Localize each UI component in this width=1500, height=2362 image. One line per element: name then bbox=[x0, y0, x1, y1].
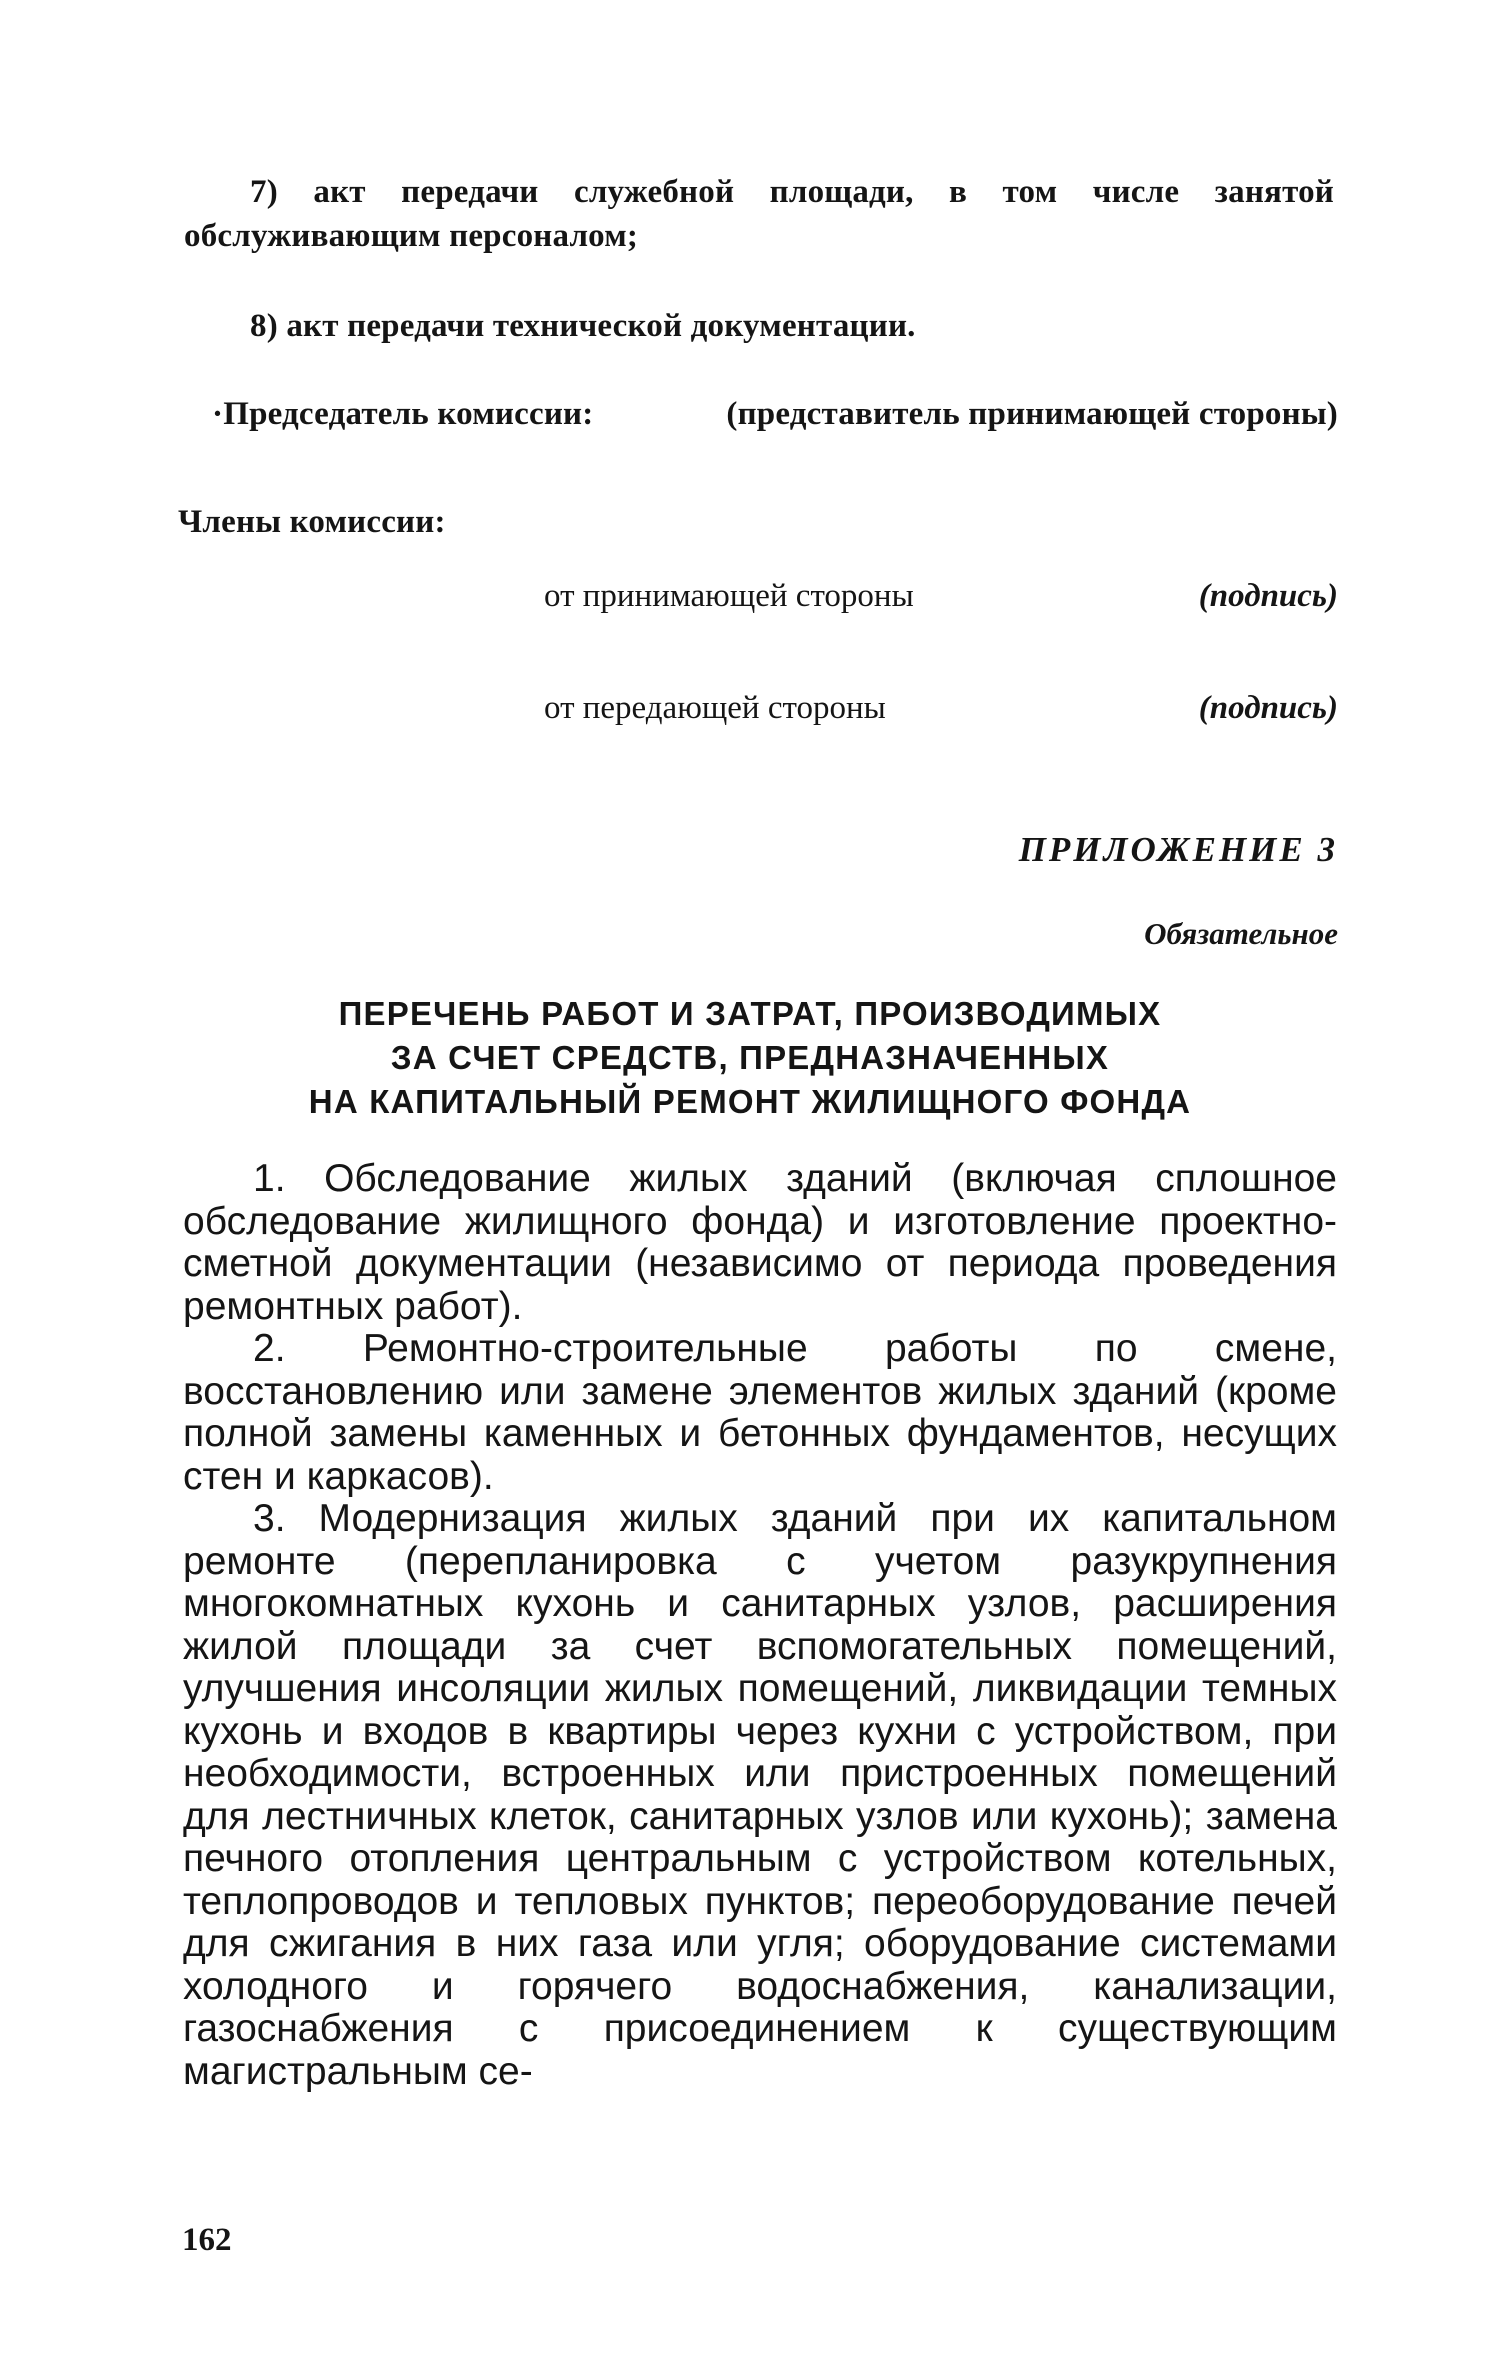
paragraph: 1. Обследование жилых зданий (включая сплошное обследование жилищного фонда) и изготовление проектно-сметной документации (независимо от периода проведения ремонтных работ). bbox=[183, 1157, 1337, 1328]
list-item-7: 7) акт передачи служебной площади, в том числе занятой обслуживающим персоналом; bbox=[184, 174, 1334, 254]
heading-line: ПЕРЕЧЕНЬ РАБОТ И ЗАТРАТ, ПРОИЗВОДИМЫХ bbox=[338, 995, 1162, 1032]
member-signature-line bbox=[544, 574, 1338, 618]
signature-placeholder: (подпись) bbox=[1198, 690, 1338, 726]
signature-placeholder: (подпись) bbox=[1198, 578, 1338, 614]
members-label: Члены комиссии: bbox=[178, 504, 446, 540]
member-signature-line bbox=[544, 686, 1338, 730]
paragraph: 3. Модернизация жилых зданий при их капитальном ремонте (перепланировка с учетом разукрупнения многокомнатных кухонь и санитарных узлов, расширения жилой площади за счет вспомогательных помещений, улучшения инсоляции жилых помещений, ликвидации темных кухонь и входов в квартиры через кухни с устройством, при необходимости, встроенных или пристроенных помещений для лестничных клеток, санитарных узлов или кухонь); замена печного отопления центральным с устройством котельных, теплопроводов и тепловых пунктов; переоборудование печей для сжигания в них газа или угля; оборудование системами холодного и горячего водоснабжения, канализации, газоснабжения с присоединением к существующим магистральным се- bbox=[183, 1497, 1337, 2093]
section-heading bbox=[150, 992, 1350, 1124]
body-text bbox=[183, 1158, 1337, 2093]
list-item-8: 8) акт передачи технической документации. bbox=[250, 308, 916, 344]
chairman-row bbox=[212, 392, 1338, 436]
appendix-title: ПРИЛОЖЕНИЕ 3 bbox=[1018, 830, 1338, 869]
heading-line: ЗА СЧЕТ СРЕДСТВ, ПРЕДНАЗНАЧЕННЫХ bbox=[390, 1039, 1110, 1076]
heading-line: НА КАПИТАЛЬНЫЙ РЕМОНТ ЖИЛИЩНОГО ФОНДА bbox=[308, 1083, 1192, 1120]
member-side: от принимающей стороны bbox=[544, 578, 914, 614]
appendix-status: Обязательное bbox=[1144, 916, 1338, 951]
paragraph: 2. Ремонтно-строительные работы по смене, восстановлению или замене элементов жилых зданий (кроме полной замены каменных и бетонных фундаментов, несущих стен и каркасов). bbox=[183, 1327, 1337, 1498]
chairman-label: ·Председатель комиссии: bbox=[212, 396, 594, 432]
member-side: от передающей стороны bbox=[544, 690, 886, 726]
chairman-role: (представитель принимающей стороны) bbox=[726, 396, 1338, 432]
page-number: 162 bbox=[182, 2222, 232, 2258]
